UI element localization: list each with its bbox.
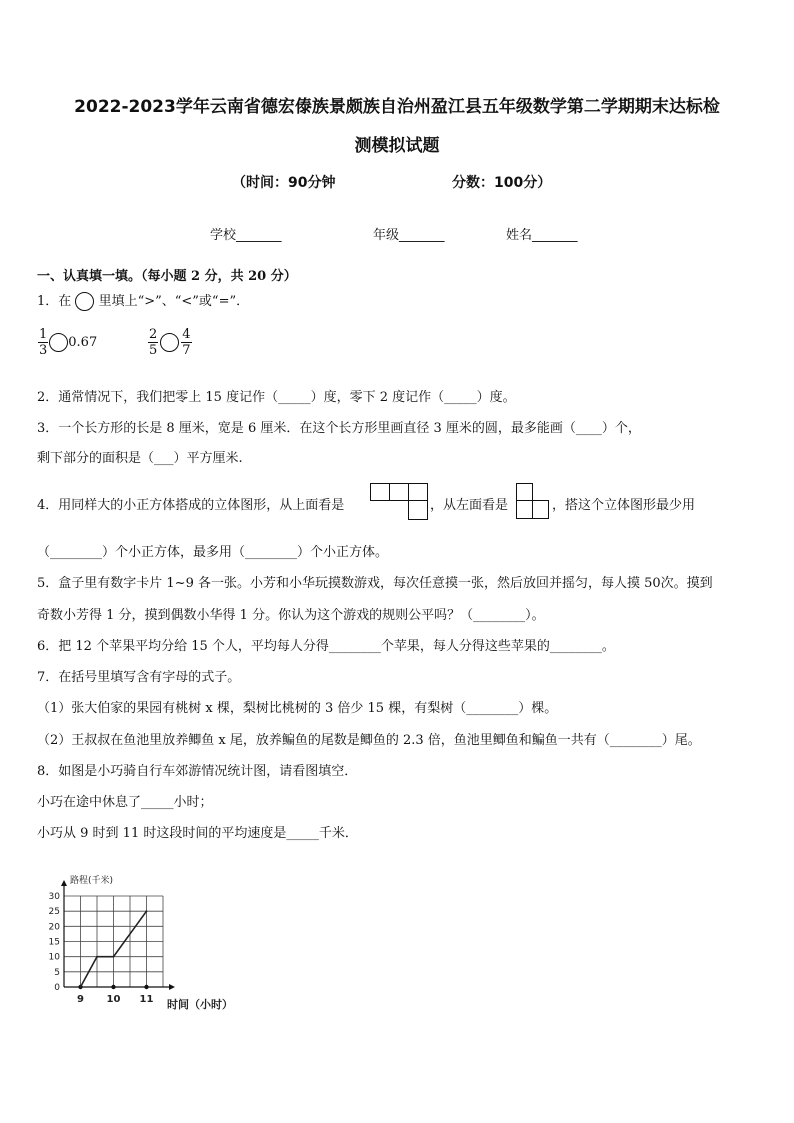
data-point [96,956,98,958]
y-tick-label: 0 [54,983,60,993]
fraction-one-third: $\frac{1}{3}$ [39,327,48,358]
school-field: 学校_______ [210,228,282,243]
page-title-line2: 测模拟试题 [354,136,440,156]
question-4-part3: ，搭这个立体图形最少用 [552,498,696,513]
question-7-part1: （1）张大伯家的果园有桃树 x 棵，梨树比桃树的 3 倍少 15 棵，有梨树（________）棵。 [37,701,558,716]
y-tick-label: 25 [48,907,60,918]
y-tick-label: 30 [48,892,60,902]
question-4-line2: （________）个小正方体，最多用（________）个小正方体。 [37,545,389,560]
x-tick-dot [144,985,148,989]
y-axis-arrow [61,880,67,886]
data-point [113,956,115,958]
y-axis-label: 路程(千米) [70,876,114,886]
exam-score: 分数：100分） [452,175,552,191]
name-field: 姓名_______ [506,228,578,243]
q1-item-a [38,327,97,358]
question-3-line2: 剩下部分的面积是（___）平方厘米. [37,451,243,466]
circle-blank [75,292,94,311]
x-tick-label: 11 [139,994,154,1005]
circle-blank [49,333,68,352]
question-8-a: 小巧在途中休息了_____小时； [37,795,213,810]
question-4-part1: 4．用同样大的小正方体搭成的立体图形，从上面看是 [37,498,345,513]
x-tick-label: 9 [77,994,84,1005]
x-axis-label: 时间（小时） [167,998,233,1011]
q1-suffix: 里填上“>”、“<”或“=”． [98,294,250,309]
page-title-line1: 2022-2023学年云南省德宏傣族景颇族自治州盈江县五年级数学第二学期期末达标检 [74,97,720,117]
question-3-line1: 3．一个长方形的长是 8 厘米，宽是 6 厘米．在这个长方形里画直径 3 厘米的圆，最多能画（____）个， [37,421,641,436]
grade-field: 年级_______ [373,228,445,243]
question-4-part2: ，从左面看是 [430,498,509,513]
fraction-four-sevenths: $\frac{4}{7}$ [182,327,191,358]
question-7-part2: （2）王叔叔在鱼池里放养鲫鱼 x 尾，放养鳊鱼的尾数是鲫鱼的 2.3 倍，鱼池里鲫鱼和鳊鱼一共有（________）尾。 [37,733,701,748]
exam-time: （时间：90分钟 [232,175,336,191]
x-axis-arrow [169,984,175,990]
y-tick-label: 20 [48,922,60,933]
section-heading: 一、认真填一填。（每小题 2 分，共 20 分） [37,269,297,284]
q1-decimal: 0.67 [68,335,98,350]
data-point [80,986,82,988]
x-tick-label: 10 [106,994,121,1005]
y-tick-label: 10 [48,952,60,963]
circle-blank [160,333,179,352]
q1-item-b [148,327,192,358]
question-1 [37,290,249,311]
question-8-b: 小巧从 9 时到 11 时这段时间的平均速度是_____千米． [37,826,358,841]
y-tick-label: 15 [48,937,60,948]
question-6: 6．把 12 个苹果平均分给 15 个人，平均每人分得________个苹果，每人分得这些苹果的________。 [37,639,615,654]
data-point [146,910,148,912]
question-5-line1: 5．盒子里有数字卡片 1~9 各一张。小芳和小华玩摸数游戏，每次任意摸一张，然后放回并摇匀，每人摸 50次。摸到 [37,576,713,591]
question-5-line2: 奇数小芳得 1 分，摸到偶数小华得 1 分。你认为这个游戏的规则公平吗？（________）。 [37,608,545,623]
x-tick-dot [111,985,115,989]
question-8-stem: 8．如图是小巧骑自行车郊游情况统计图，请看图填空． [37,764,358,779]
q1-prefix: 1．在 [37,294,72,309]
fraction-two-fifths: $\frac{2}{5}$ [149,327,158,358]
distance-time-chart [40,866,270,1016]
question-7-stem: 7．在括号里填写含有字母的式子。 [37,670,241,685]
y-tick-label: 5 [54,967,60,978]
chart-grid [64,896,163,987]
chart-axes [61,880,175,990]
question-2: 2．通常情况下，我们把零上 15 度记作（_____）度，零下 2 度记作（_____）度。 [37,390,516,405]
